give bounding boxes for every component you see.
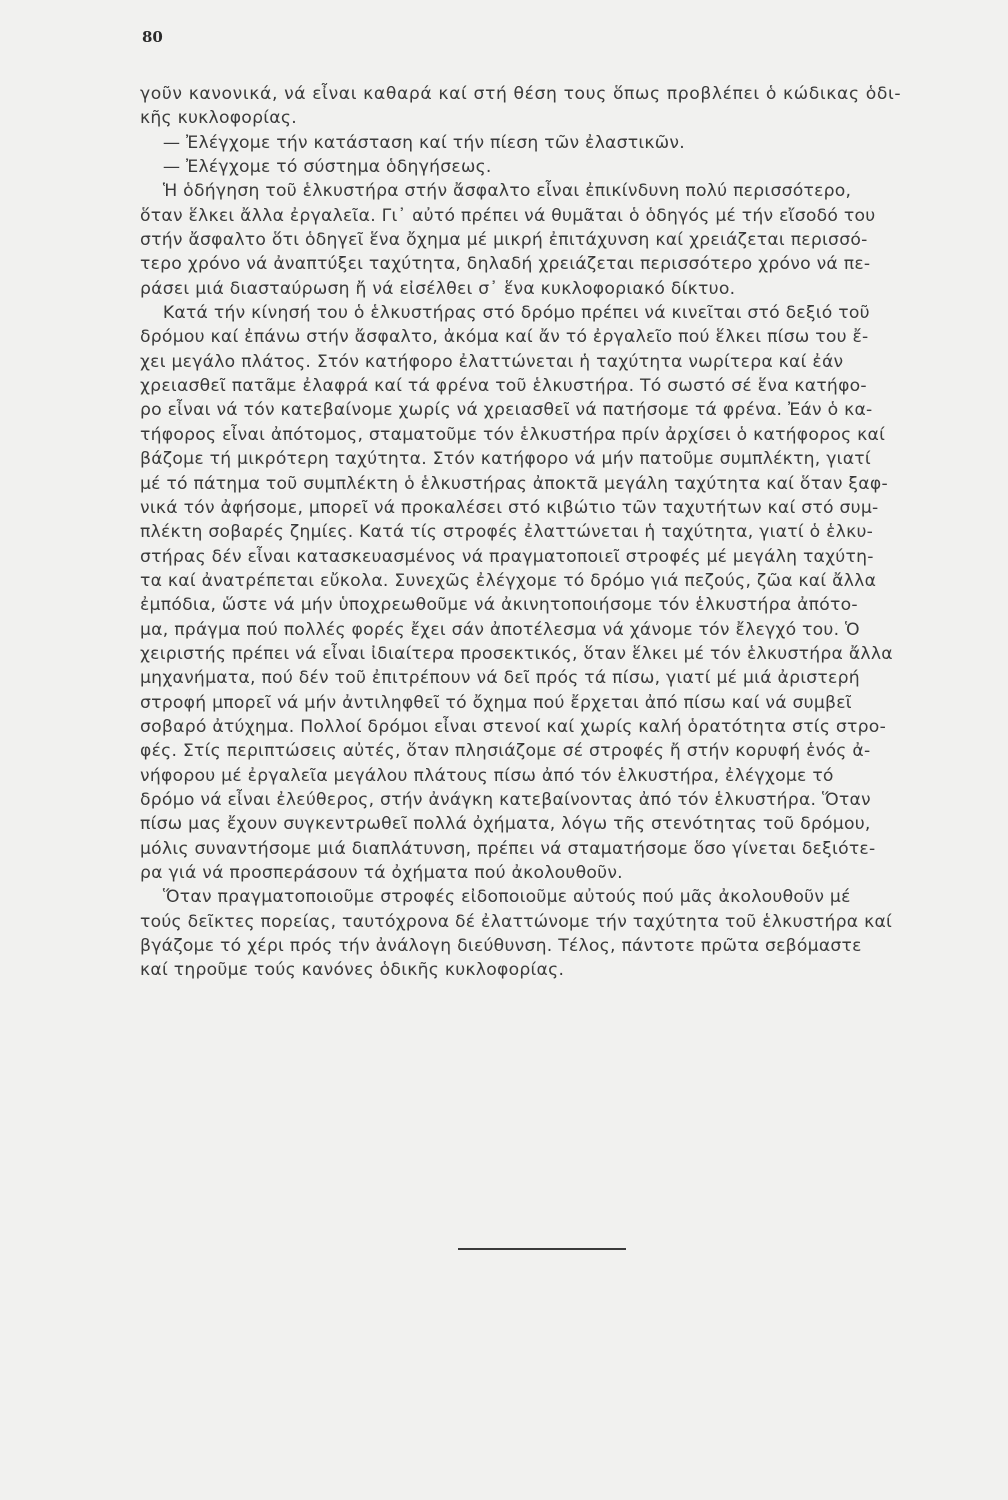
text-line: γοῦν κανονικά, νά εἶναι καθαρά καί στή θέση τους ὅπως προβλέπει ὁ κώδικας ὁδι- [140,84,902,104]
text-line: ἐμπόδια, ὥστε νά μήν ὑποχρεωθοῦμε νά ἀκινητοποιήσομε τόν ἑλκυστήρα ἀπότο- [140,595,858,616]
text-line: χει μεγάλο πλάτος. Στόν κατήφορο ἐλαττώνεται ἡ ταχύτητα νωρίτερα καί ἐάν [140,351,844,372]
text-line: νικά τόν ἀφήσομε, μπορεῖ νά προκαλέσει στό κιβώτιο τῶν ταχυτήτων καί στό συμ- [140,497,879,518]
text-line: καί τηροῦμε τούς κανόνες ὁδικῆς κυκλοφορίας. [140,960,565,981]
text-line: χρειασθεῖ πατᾶμε ἐλαφρά καί τά φρένα τοῦ ἑλκυστήρα. Τό σωστό σέ ἕνα κατήφο- [140,376,867,397]
text-line: στροφή μπορεῖ νά μήν ἀντιληφθεῖ τό ὄχημα πού ἔρχεται ἀπό πίσω καί νά συμβεῖ [140,692,852,713]
text-line: δρόμο νά εἶναι ἐλεύθερος, στήν ἀνάγκη κατεβαίνοντας ἀπό τόν ἑλκυστήρα. Ὅταν [140,789,871,810]
text-line: — Ἐλέγχομε τήν κατάσταση καί τήν πίεση τῶν ἐλαστικῶν. [140,132,685,153]
text-line: Ἡ ὁδήγηση τοῦ ἑλκυστήρα στήν ἄσφαλτο εἶναι ἐπικίνδυνη πολύ περισσότερο, [140,181,852,202]
text-line: μέ τό πάτημα τοῦ συμπλέκτη ὁ ἑλκυστήρας ἀποκτᾶ μεγάλη ταχύτητα καί ὅταν ξαφ- [140,473,888,494]
text-line: τήφορος εἶναι ἀπότομος, σταματοῦμε τόν ἑλκυστήρα πρίν ἀρχίσει ὁ κατήφορος καί [140,424,886,445]
body-text [140,82,966,983]
text-line: ὅταν ἕλκει ἄλλα ἐργαλεῖα. Γι᾽ αὐτό πρέπει νά θυμᾶται ὁ ὁδηγός μέ τήν εἴσοδό του [140,205,876,226]
text-line: μηχανήματα, πού δέν τοῦ ἐπιτρέπουν νά δεῖ πρός τά πίσω, γιατί μέ μιά ἀριστερή [140,668,860,689]
text-line: ρο εἶναι νά τόν κατεβαίνομε χωρίς νά χρειασθεῖ νά πατήσομε τά φρένα. Ἐάν ὁ κα- [140,400,873,421]
text-line: ράσει μιά διασταύρωση ἤ νά εἰσέλθει σ᾽ ἕνα κυκλοφοριακό δίκτυο. [140,278,736,299]
text-line: νήφορου μέ ἐργαλεῖα μεγάλου πλάτους πίσω ἀπό τόν ἑλκυστήρα, ἐλέγχομε τό [140,765,834,786]
text-line: δρόμου καί ἐπάνω στήν ἄσφαλτο, ἀκόμα καί ἄν τό ἐργαλεῖο πού ἕλκει πίσω του ἔ- [140,327,869,348]
text-line: τούς δεῖκτες πορείας, ταυτόχρονα δέ ἐλαττώνομε τήν ταχύτητα τοῦ ἑλκυστήρα καί [140,911,893,932]
text-line: στήρας δέν εἶναι κατασκευασμένος νά πραγματοποιεῖ στροφές μέ μεγάλη ταχύτη- [140,546,874,567]
text-line: χειριστής πρέπει νά εἶναι ἰδιαίτερα προσεκτικός, ὅταν ἕλκει μέ τόν ἑλκυστήρα ἄλλα [140,643,893,664]
text-line: τερο χρόνο νά ἀναπτύξει ταχύτητα, δηλαδή χρειάζεται περισσότερο χρόνο νά πε- [140,254,871,275]
text-line: κῆς κυκλοφορίας. [140,108,297,129]
text-line: μα, πράγμα πού πολλές φορές ἔχει σάν ἀποτέλεσμα νά χάνομε τόν ἔλεγχό του. Ὁ [140,619,860,640]
text-line: φές. Στίς περιπτώσεις αὐτές, ὅταν πλησιάζομε σέ στροφές ἤ στήν κορυφή ἑνός ἀ- [140,741,871,762]
text-line: ρα γιά νά προσπεράσουν τά ὀχήματα πού ἀκολουθοῦν. [140,863,623,883]
text-line: Ὅταν πραγματοποιοῦμε στροφές εἰδοποιοῦμε αὐτούς πού μᾶς ἀκολουθοῦν μέ [140,887,851,908]
text-line: βγάζομε τό χέρι πρός τήν ἀνάλογη διεύθυνση. Τέλος, πάντοτε πρῶτα σεβόμαστε [140,936,862,957]
text-line: Κατά τήν κίνησή του ὁ ἑλκυστήρας στό δρόμο πρέπει νά κινεῖται στό δεξιό τοῦ [140,303,870,324]
text-line: μόλις συναντήσομε μιά διαπλάτυνση, πρέπει νά σταματήσομε ὅσο γίνεται δεξιότε- [140,838,876,859]
text-line: τα καί ἀνατρέπεται εὔκολα. Συνεχῶς ἐλέγχομε τό δρόμο γιά πεζούς, ζῶα καί ἄλλα [140,570,877,591]
text-line: πίσω μας ἔχουν συγκεντρωθεῖ πολλά ὀχήματα, λόγω τῆς στενότητας τοῦ δρόμου, [140,814,871,835]
section-end-rule [458,1248,626,1250]
text-line: βάζομε τή μικρότερη ταχύτητα. Στόν κατήφορο νά μήν πατοῦμε συμπλέκτη, γιατί [140,449,871,470]
text-line: πλέκτη σοβαρές ζημίες. Κατά τίς στροφές ἐλαττώνεται ἡ ταχύτητα, γιατί ὁ ἑλκυ- [140,522,874,543]
page-number: 80 [142,28,163,46]
text-line: σοβαρό ἀτύχημα. Πολλοί δρόμοι εἶναι στενοί καί χωρίς καλή ὁρατότητα στίς στρο- [140,716,887,737]
text-line: στήν ἄσφαλτο ὅτι ὁδηγεῖ ἕνα ὄχημα μέ μικρή ἐπιτάχυνση καί χρειάζεται περισσό- [140,230,868,251]
text-line: — Ἐλέγχομε τό σύστημα ὁδηγήσεως. [140,157,492,178]
